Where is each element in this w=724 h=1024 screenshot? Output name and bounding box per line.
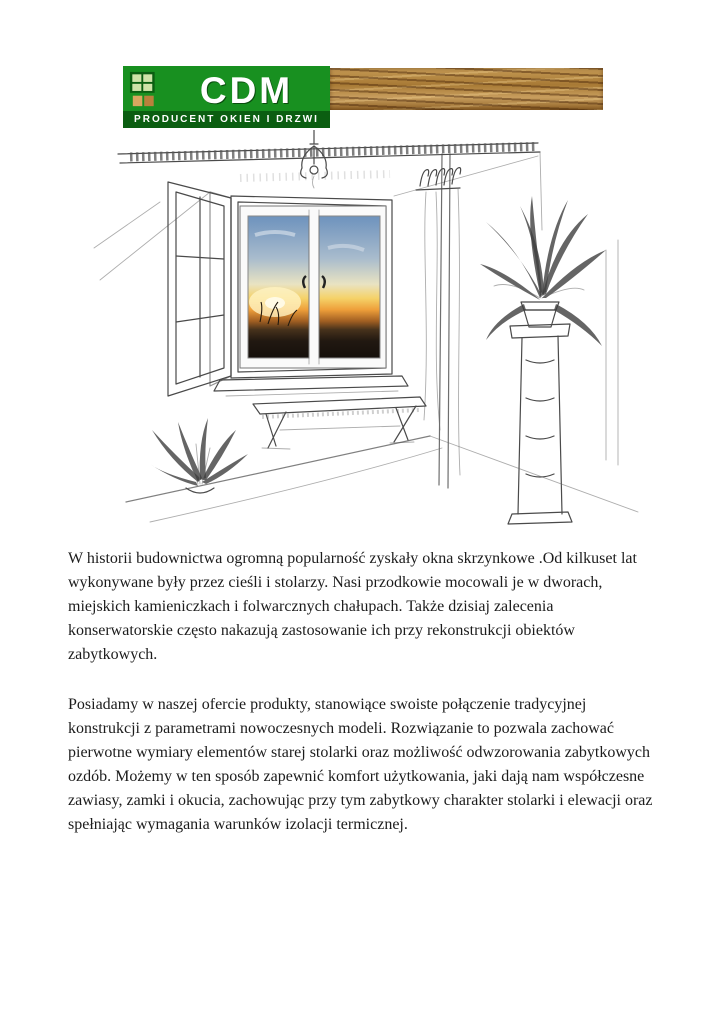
paragraph-offer: Posiadamy w naszej ofercie produkty, stanowiące swoiste połączenie tradycyjnej konstrukcji z parametrami nowoczesnych modeli. Rozwiązanie to pozwala zachować pierwotne wymiary elementów starej stolarki oraz możliwość odwzorowania zabytkowych ozdób. Możemy w ten sposób zapewnić komfort użytkowania, jaki dają nam współczesne zawiasy, zamki i okucia, zachowując przy tym zabytkowy charakter stolarki i elewacji oraz spełniając wymagania warunków izolacji termicznej. bbox=[68, 696, 653, 833]
window-grid-icon bbox=[129, 71, 167, 109]
hanging-lamp bbox=[301, 130, 328, 188]
window-glass-left bbox=[248, 216, 309, 358]
paragraph-history: W historii budownictwa ogromną popularność zyskały okna skrzynkowe .Od kilkuset lat wykonywane były przez cieśli i stolarzy. Nasi przodkowie mocowali je w dworach, miejskich kamieniczkach i folwarcznych chałupach. Także dzisiaj zalecenia konserwatorskie często nakazują zastosowanie ich przy rekonstrukcji obiektów zabytkowych. bbox=[68, 550, 637, 663]
wood-texture-banner bbox=[330, 68, 603, 110]
article-text bbox=[68, 547, 658, 863]
open-sash bbox=[168, 182, 231, 396]
bench bbox=[253, 397, 426, 449]
curtain bbox=[424, 154, 460, 488]
logo-top-row bbox=[123, 66, 330, 111]
curtain-hooks bbox=[416, 168, 461, 190]
windowsill bbox=[214, 376, 408, 396]
company-logo bbox=[123, 66, 603, 128]
window-glass-right bbox=[319, 216, 380, 358]
logo-tagline: PRODUCENT OKIEN I DRZWI bbox=[123, 111, 330, 128]
logo-green-block bbox=[123, 66, 330, 128]
window-sketch-illustration bbox=[90, 130, 650, 550]
logo-brand-text: CDM bbox=[199, 69, 294, 111]
floor-fern bbox=[150, 418, 248, 493]
pedestal-plant bbox=[480, 196, 606, 524]
window-glazing bbox=[240, 206, 386, 368]
